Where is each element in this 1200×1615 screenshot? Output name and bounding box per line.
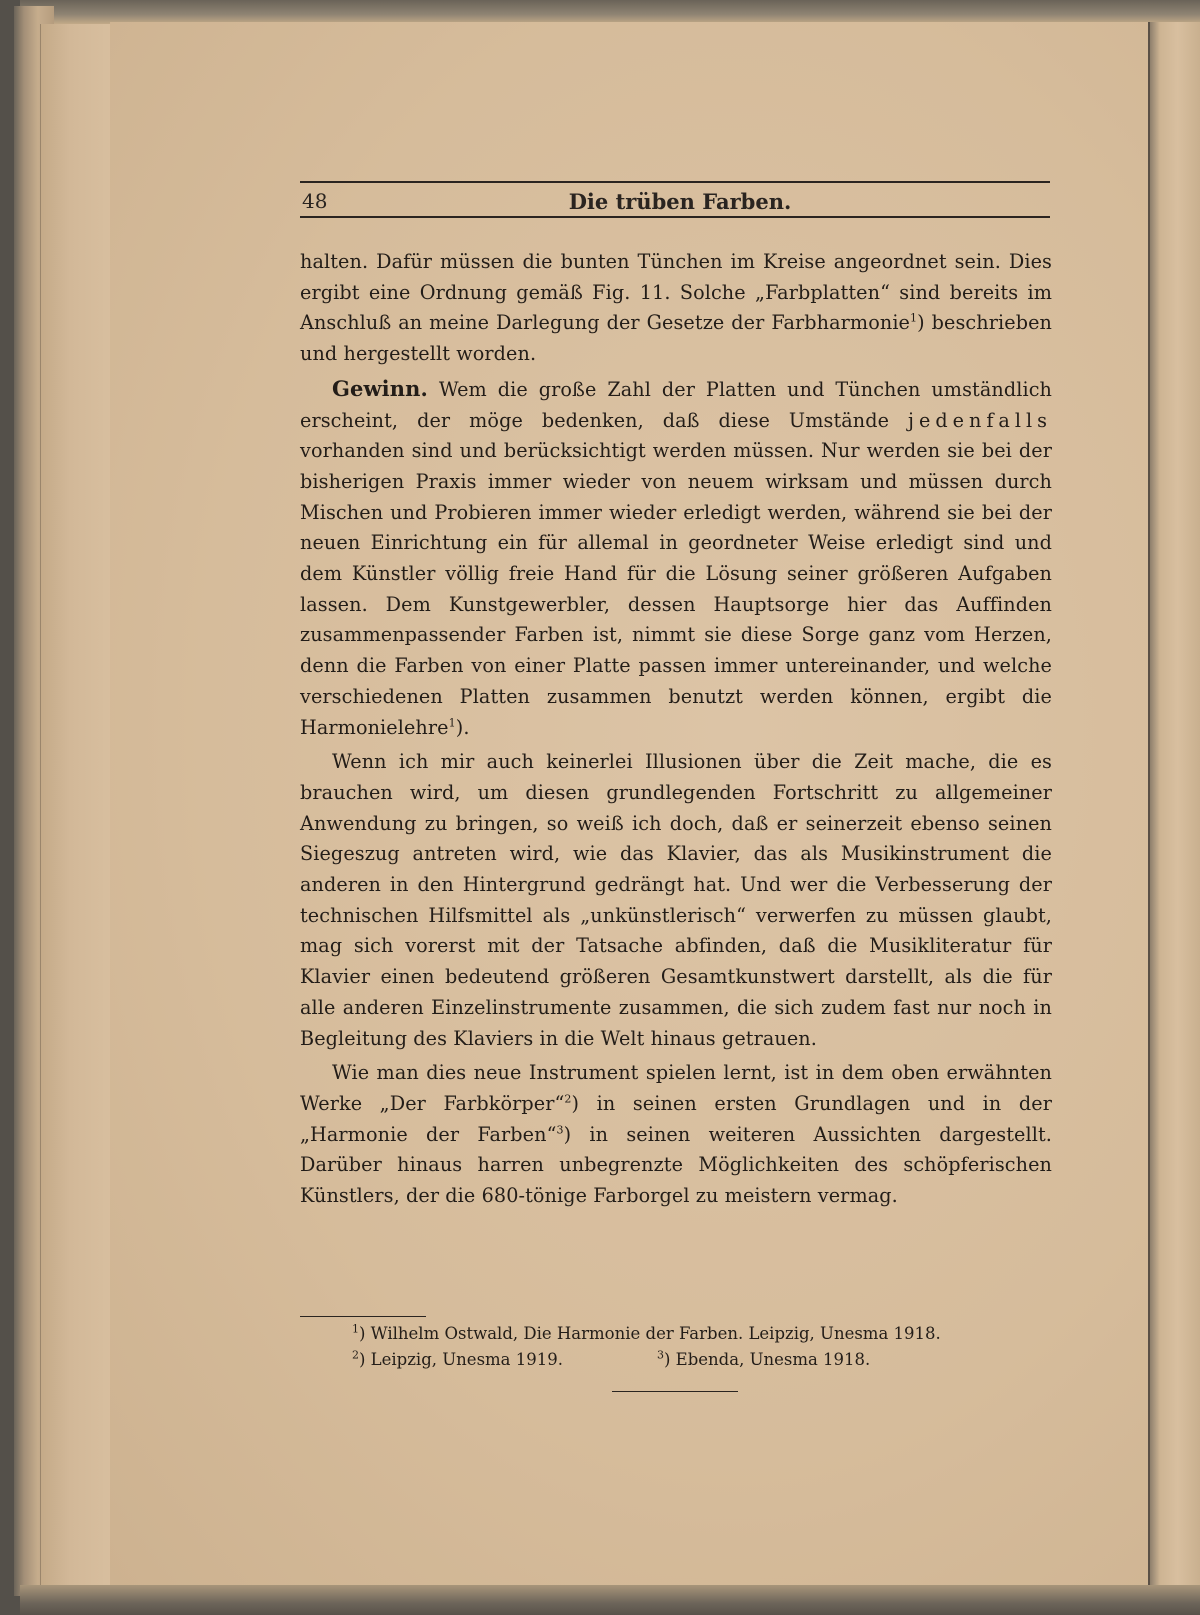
- header-rule-bottom: [300, 216, 1050, 218]
- footnotes: [352, 1321, 1052, 1373]
- footnote-3: ) Ebenda, Unesma 1918.: [664, 1350, 871, 1369]
- footnote-ref-1: 1: [910, 312, 918, 326]
- paragraph-4: Wie man dies neue Instrument spielen lernt, ist in dem oben erwähnten Werke „Der Farbkörper“$^2$) in seinen ersten Grundlagen und in der „Harmonie der Farben“$^3$) in seinen weiteren Aussichten dargestellt. Darüber hinaus harren unbegrenzte Möglichkeiten des schöpferischen Künstlers, der die 680-tönige Farborgel zu meistern vermag.: [300, 1061, 1052, 1208]
- paragraph-2: Gewinn. Wem die große Zahl der Platten und Tünchen umständlich erscheint, der möge bedenken, daß diese Umstände jedenfalls vorhanden sind und berücksichtigt werden müssen. Nur werden sie bei der bisherigen Praxis immer wieder von neuem wirksam und müssen durch Mischen und Probieren immer wieder erledigt werden, während sie bei der neuen Einrichtung ein für allemal in geordneter Weise erledigt sind und dem Künstler völlig freie Hand für die Lösung seiner größeren Aufgaben lassen. Dem Kunstgewerbler, dessen Hauptsorge hier das Auffinden zusammenpassender Farben ist, nimmt sie diese Sorge ganz vom Herzen, denn die Farben von einer Platte passen immer untereinander, und welche verschiedenen Platten zusammen benutzt werden können, ergibt die Harmonielehre$^1$).: [300, 375, 1052, 739]
- footnote-ref-1b: 1: [448, 716, 456, 730]
- running-title: Die trüben Farben.: [568, 189, 792, 214]
- footnote-rule: [300, 1316, 426, 1317]
- footnote-1: $^1$) Wilhelm Ostwald, Die Harmonie der Farben. Leipzig, Unesma 1918.: [352, 1322, 941, 1343]
- body-text: [300, 247, 1052, 1212]
- page-stack-left: [40, 24, 113, 1594]
- footnote-ref-2: 2: [564, 1092, 572, 1106]
- page-number: 48: [302, 189, 328, 213]
- footnote-2: ) Leipzig, Unesma 1919.: [359, 1350, 563, 1369]
- run-in-heading: Gewinn.: [332, 375, 428, 401]
- emphasis-spaced: jedenfalls: [908, 408, 1052, 432]
- end-rule: [612, 1391, 738, 1392]
- paragraph-3: Wenn ich mir auch keinerlei Illusionen über die Zeit mache, die es brauchen wird, um diesen grundlegenden Fortschritt zu allgemeiner Anwendung zu bringen, so weiß ich doch, daß er seinerzeit ebenso seinen Siegeszug antreten wird, wie das Klavier, das als Musikinstrument die anderen in den Hintergrund gedrängt hat. Und wer die Verbesserung der technischen Hilfsmittel als „unkünstlerisch“ verwerfen zu müssen glaubt, mag sich vorerst mit der Tatsache abfinden, daß die Musikliteratur für Klavier einen bedeutend größeren Gesamtkunstwert darstellt, als die für alle anderen Einzelinstrumente zusammen, die sich zudem fast nur noch in Begleitung des Klaviers in die Welt hinaus getrauen.: [300, 750, 1052, 1050]
- book-cover-bottom: [20, 1585, 1200, 1615]
- footnote-2-3: $^2$) Leipzig, Unesma 1919. $^3$) Ebenda, Unesma 1918.: [352, 1348, 871, 1369]
- facing-page-edge: [1150, 22, 1200, 1587]
- book-cover-top: [20, 0, 1200, 24]
- footnote-ref-3: 3: [556, 1123, 564, 1137]
- header-rule-top: [300, 181, 1050, 183]
- paragraph-1: halten. Dafür müssen die bunten Tünchen im Kreise angeordnet sein. Dies ergibt eine Ordnung gemäß Fig. 11. Solche „Farbplatten“ sind bereits im Anschluß an meine Darlegung der Gesetze der Farbharmonie$^1$) beschrieben und hergestellt worden.: [300, 250, 1052, 366]
